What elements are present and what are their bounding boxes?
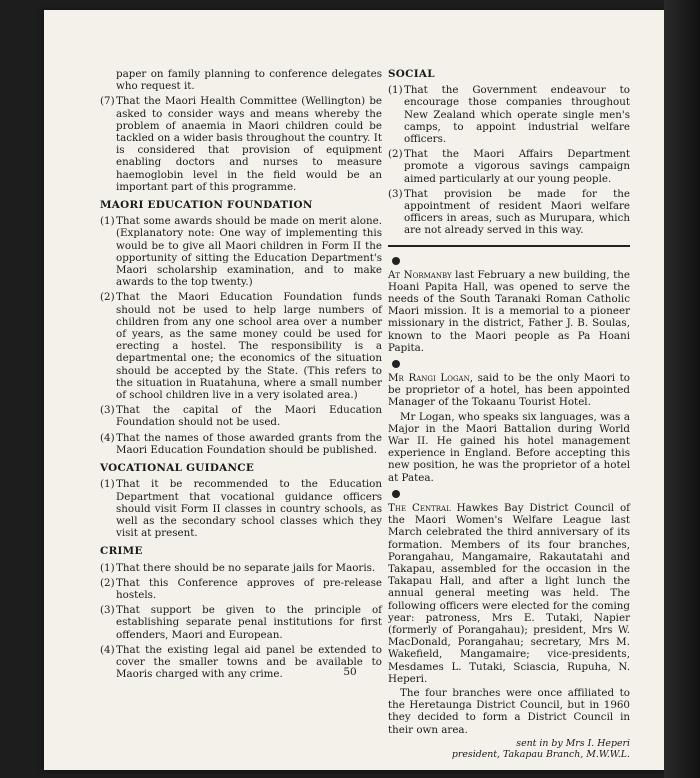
signature-line-1: sent in by Mrs I. Heperi <box>516 737 630 749</box>
bullet-dot-icon <box>392 360 400 368</box>
list-item: (3) That support be given to the principle of establishing separate penal institutions for first offenders, Maori and European. <box>100 604 382 641</box>
signature-line-2: president, Takapau Branch, M.W.W.L. <box>451 748 630 760</box>
story-normanby: At Normanby last February a new building, the Hoani Papita Hall, was opened to serve the needs of the South Taranaki Roman Catholic Maori mission. It is a memorial to a pioneer missionary in the district, Father J. B. Soulas, known to the Maori people as Pa Hoani Papita. <box>388 268 630 354</box>
social-heading: SOCIAL <box>388 68 435 80</box>
section-divider <box>388 245 630 247</box>
story-logan-para2: Mr Logan, who speaks six languages, was a Major in the Maori Battalion during World War II. He gained his hotel management experience in England. Before accepting this new position, he was the proprietor of a hotel at Patea. <box>388 410 630 484</box>
list-item: (1) That some awards should be made on merit alone. (Explanatory note: One way of implementing this would be to give all Maori children in Form II the opportunity of sitting the Education Department's Maori scholarship examination, and to make awards to the top twenty.) <box>100 215 382 289</box>
list-item: (4) That the existing legal aid panel be extended to cover the smaller towns and be available to Maoris charged with any crime. <box>100 643 382 681</box>
health-item-7: (7) That the Maori Health Committee (Wellington) be asked to consider ways and means whereby the problem of anaemia in Maori children could be tackled on a wider basis throughout the country. It is considered that provision of equipment enabling doctors and nurses to measure haemoglobin level in the field would be an important part of this programme. <box>100 95 382 193</box>
intro-continuation: paper on family planning to conference delegates who request it. <box>116 68 382 93</box>
list-item: (1) That it be recommended to the Education Department that vocational guidance officers should visit Form II classes in country schools, as well as the secondary school classes which they visit at present. <box>100 478 382 540</box>
list-item: (1) That there should be no separate jails for Maoris. <box>100 561 376 574</box>
list-item: (3) That provision be made for the appointment of resident Maori welfare officers in areas, such as Murupara, which are not already served in this way. <box>388 187 630 237</box>
list-item: (2) That this Conference approves of pre-release hostels. <box>100 576 382 601</box>
list-item: (3) That the capital of the Maori Education Foundation should not be used. <box>100 404 382 429</box>
list-item: (4) That the names of those awarded grants from the Maori Education Foundation should be published. <box>100 431 382 456</box>
list-item: (2) That the Maori Affairs Department promote a vigorous savings campaign aimed particularly at our young people. <box>388 148 630 185</box>
bullet-dot-icon <box>392 490 400 498</box>
maori-education-heading: MAORI EDUCATION FOUNDATION <box>100 199 313 212</box>
right-column <box>388 68 630 760</box>
bullet-dot-icon <box>392 257 400 265</box>
left-column <box>100 68 382 683</box>
page-number: 50 <box>343 666 357 678</box>
page-edge-shadow <box>664 0 700 778</box>
list-item: (2) That the Maori Education Foundation funds should not be used to help large numbers of children from any one school area over a number of years, as the same money could be used for erecting a hostel. The responsibility is a departmental one; the economics of the situation should be accepted by the State. (This refers to the situation in Ruatahuna, where a small number of school children live in a very isolated area.) <box>100 291 382 402</box>
vocational-guidance-heading: VOCATIONAL GUIDANCE <box>100 462 255 475</box>
list-item: (1) That the Government endeavour to encourage those companies throughout New Zealand which operate single men's camps, to appoint industrial welfare officers. <box>388 84 630 146</box>
story-welfare-league-para2: The four branches were once affiliated to the Heretaunga District Council, but in 1960 they decided to form a District Council in their own area. <box>388 686 630 736</box>
crime-heading: CRIME <box>100 545 143 558</box>
story-welfare-league: The Central Hawkes Bay District Council of the Maori Women's Welfare League last March celebrated the third anniversary of its formation. Members of its four branches, Porangahau, Mangamaire, Rakautatahi and Takapau, assembled for the occasion in the Takapau Hall, and after a light lunch the annual general meeting was held. The following officers were elected for the coming year: patroness, Mrs E. Tutaki, Napier (formerly of Porangahau); president, Mrs W. MacDonald, Porangahau; secretary, Mrs M. Wakefield, Mangamaire; vice-presidents, Mesdames L. Tutaki, Sciascia, Rupuha, N. Heperi. <box>388 501 630 685</box>
story-logan: Mr Rangi Logan, said to be the only Maori to be proprietor of a hotel, has been appointed Manager of the Tokaanu Tourist Hotel. <box>388 372 630 409</box>
